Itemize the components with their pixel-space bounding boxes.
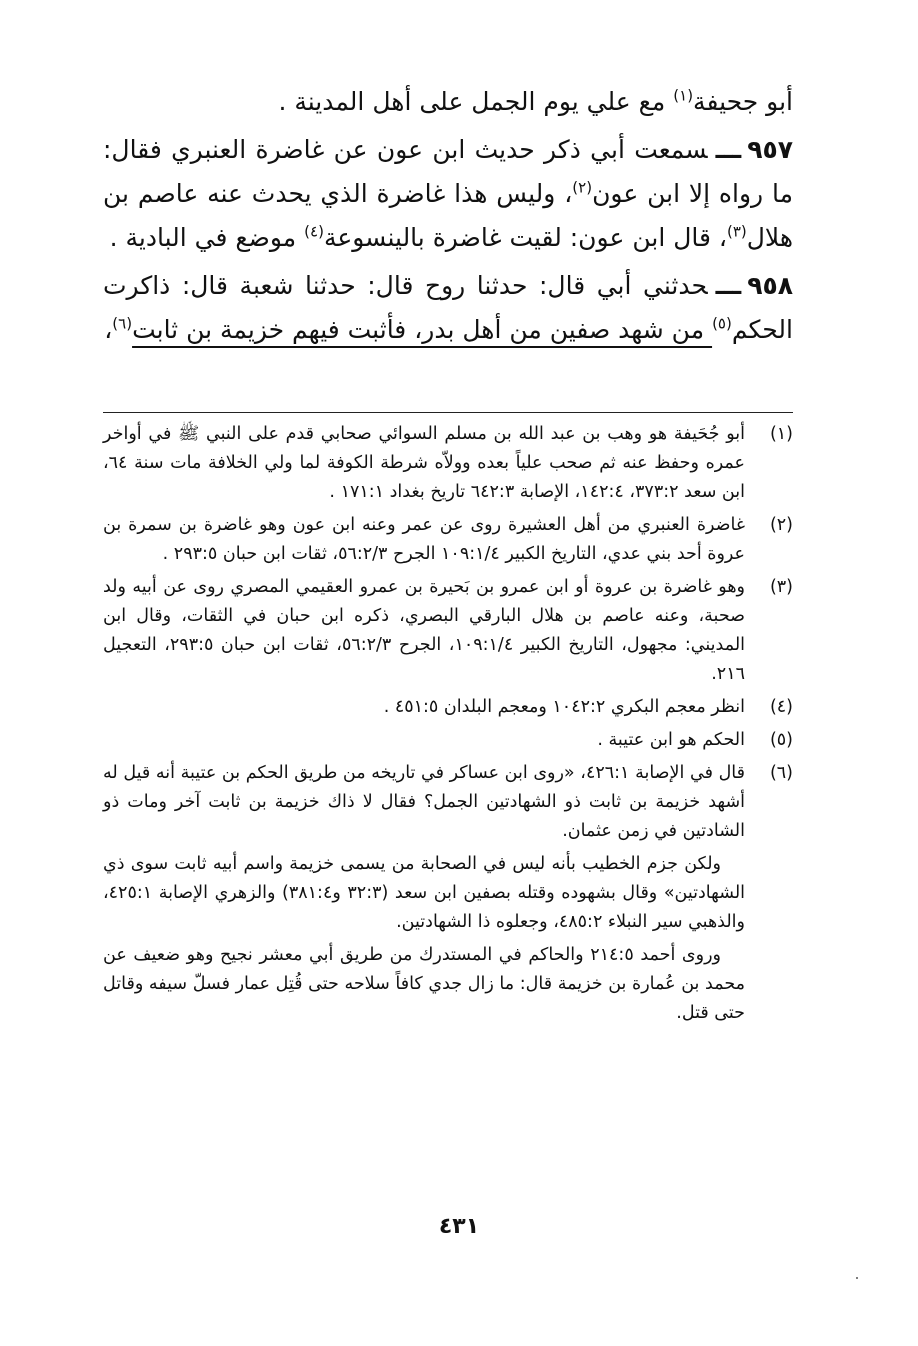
footnote-number: (٢) <box>769 515 793 535</box>
text-segment: ، وليس هذا غاضرة الذي يحدث عنه عاصم بن هلال <box>103 179 793 252</box>
text-segment: مع علي يوم الجمل على أهل المدينة . <box>278 87 674 116</box>
footnote-item <box>103 511 793 569</box>
footnote-number: (٥) <box>769 730 793 750</box>
main-text <box>103 80 793 356</box>
text-segment: سمعت أبي ذكر حديث ابن عون عن غاضرة العنبري فقال: ما رواه إلا ابن عون <box>103 135 793 208</box>
footnote-text: انظر معجم البكري ١٠٤٢:٢ ومعجم البلدان ٤٥١:٥ . <box>383 697 745 717</box>
footnote-number: (١) <box>769 424 793 444</box>
footnote-number: (٦) <box>769 763 793 783</box>
footnote-item <box>103 420 793 507</box>
text-segment: أبو جحيفة <box>693 87 793 116</box>
footnote-ref: (٦) <box>112 314 133 333</box>
footnote-text: غاضرة العنبري من أهل العشيرة روى عن عمر وعنه ابن عون وهو غاضرة بن سمرة بن عروة أحد بني عدي، التاريخ الكبير ١٠٩:١/٤ الجرح ٥٦:٢/٣، ثقات ابن حبان ٢٩٣:٥ . <box>103 515 745 564</box>
footnote-text: أبو جُحَيفة هو وهب بن عبد الله بن مسلم السوائي صحابي قدم على النبي ﷺ في أواخر عمره وحفظ عنه ثم صحب علياً بعده وولاّه شرطة الكوفة لما ولي الخلافة مات سنة ٦٤، ابن سعد ٣٧٣:٢، ١٤٢:٤، الإصابة ٦٤٢:٣ تاريخ بغداد ١٧١:١ . <box>103 424 745 502</box>
entry-dash: ـــ <box>715 271 742 300</box>
footnote-ref: (١) <box>673 86 694 105</box>
footnote-text: الحكم هو ابن عتيبة . <box>597 730 745 750</box>
footnote-continuation: وروى أحمد ٢١٤:٥ والحاكم في المستدرك من طريق أبي معشر نجيح وهو ضعيف عن محمد بن عُمارة بن خزيمة قال: ما زال جدي كافاً سلاحه حتى قُتِل عمار فسلّ سيفه وقاتل حتى قتل. <box>103 945 745 1023</box>
footnote-number: (٣) <box>769 577 793 597</box>
footnote-ref: (٥) <box>712 314 732 333</box>
footnote-item <box>103 573 793 689</box>
footnote-continuation: ولكن جزم الخطيب بأنه ليس في الصحابة من يسمى خزيمة واسم أبيه ثابت سوى ذي الشهادتين» وقال بشهوده وقتله بصفين ابن سعد (٣٢:٣ و٣٨١:٤) والزهري الإصابة ٤٢٥:١، والذهبي سير النبلاء ٤٨٥:٢، وجعلوه ذا الشهادتين. <box>103 854 746 932</box>
text-segment: ، قال ابن عون: لقيت غاضرة بالينسوعة <box>323 223 727 252</box>
footnote-ref: (٢) <box>572 178 593 197</box>
footnote-text: وهو غاضرة بن عروة أو ابن عمرو بن بَحيرة بن عمرو العقيمي المصري روى عن أبيه ولد صحبة، وعنه عاصم بن هلال البارقي البصري، ذكره ابن حبان في الثقات، وقال ابن المديني: مجهول، التاريخ الكبير ١٠٩:١/٤، الجرح ٥٦:٢/٣، ثقات ابن حبان ٢٩٣:٥، التعجيل ٢١٦. <box>103 577 746 684</box>
text-segment: ، <box>104 315 113 344</box>
footnote-ref: (٤) <box>304 222 324 241</box>
entry-957 <box>103 128 793 260</box>
footnote-divider <box>103 412 793 413</box>
entry-number: ٩٥٨ <box>747 271 793 300</box>
scan-speck <box>856 1277 858 1279</box>
entry-number: ٩٥٧ <box>747 135 793 164</box>
text-segment-underlined: من شهد صفين من أهل بدر، فأثبت فيهم خزيمة بن ثابت <box>132 315 713 344</box>
footnotes <box>103 420 793 1032</box>
footnote-text: قال في الإصابة ٤٢٦:١، «روى ابن عساكر في تاريخه من طريق الحكم بن عتيبة أنه قيل له أشهد خزيمة بن ثابت ذو الشهادتين الجمل؟ فقال لا ذاك خزيمة بن ثابت آخر ومات ذو الشادتين في زمن عثمان. <box>103 763 745 841</box>
page-number: ٤٣١ <box>438 1214 480 1239</box>
footnote-number: (٤) <box>769 697 793 717</box>
footnote-ref: (٣) <box>726 222 747 241</box>
text-segment: موضع في البادية . <box>109 223 305 252</box>
footnote-item <box>103 726 793 755</box>
paragraph-continuation <box>103 80 793 124</box>
footnote-item <box>103 759 793 846</box>
entry-958 <box>103 264 793 352</box>
entry-dash: ـــ <box>715 135 742 164</box>
footnote-item <box>103 693 793 722</box>
text-segment: حدثني أبي قال: حدثنا روح قال: حدثنا شعبة قال: ذاكرت الحكم <box>103 271 793 344</box>
